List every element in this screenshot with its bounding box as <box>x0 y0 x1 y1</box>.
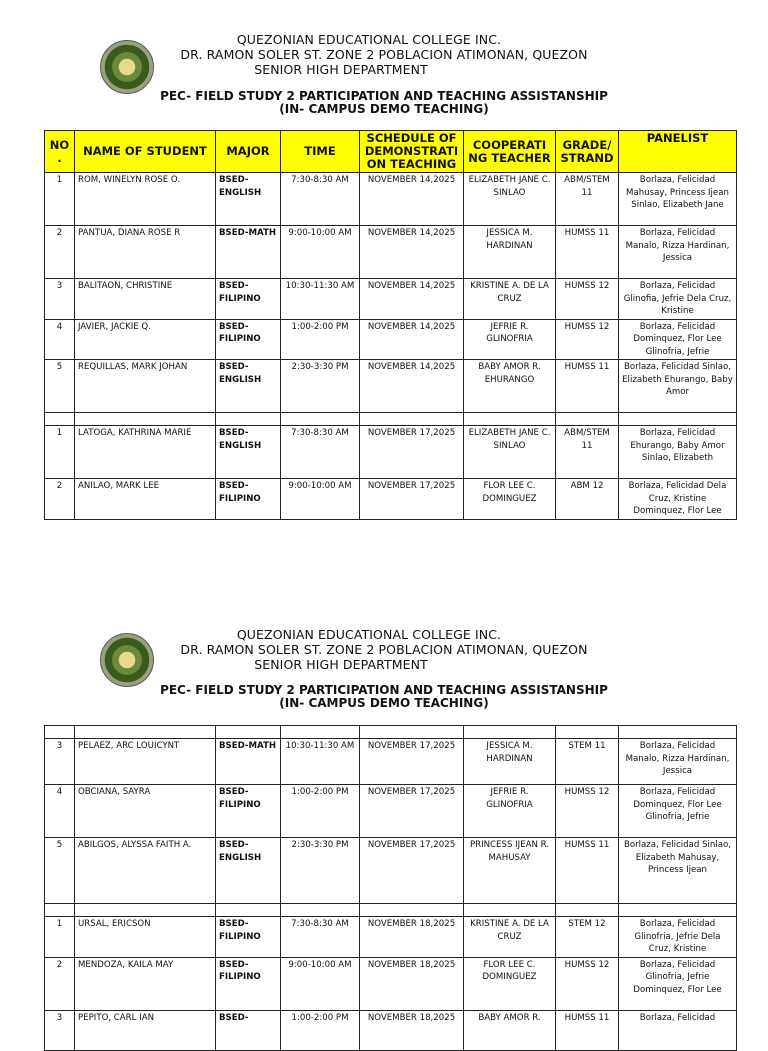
cell-teacher: BABY AMOR R. EHURANGO <box>464 360 556 413</box>
cell-name: ROM, WINELYN ROSE O. <box>75 173 216 226</box>
table-row <box>45 279 737 320</box>
cell-name: BALITAON, CHRISTINE <box>75 279 216 320</box>
school-address: DR. RAMON SOLER ST. ZONE 2 POBLACION ATIMONAN, QUEZON <box>180 642 588 657</box>
cell-teacher: FLOR LEE C. DOMINGUEZ <box>464 957 556 1010</box>
cell-panel: Borlaza, Felicidad <box>619 1010 737 1050</box>
table-row <box>45 173 737 226</box>
empty-cell <box>281 904 360 917</box>
cell-major: BSED-ENGLISH <box>216 360 281 413</box>
cell-no: 2 <box>45 957 75 1010</box>
cell-date: NOVEMBER 17,2025 <box>360 785 464 838</box>
empty-cell <box>360 904 464 917</box>
cell-panel: Borlaza, Felicidad Glinofria, Jefrie Dela Cruz, Kristine <box>619 917 737 958</box>
separator-row <box>45 726 737 739</box>
cell-grade: HUMSS 11 <box>556 226 619 279</box>
cell-grade: HUMSS 12 <box>556 957 619 1010</box>
cell-no: 1 <box>45 173 75 226</box>
cell-name: OBCIANA, SAYRA <box>75 785 216 838</box>
cell-major: BSED-FILIPINO <box>216 319 281 360</box>
cell-date: NOVEMBER 14,2025 <box>360 173 464 226</box>
empty-cell <box>556 726 619 739</box>
empty-cell <box>619 413 737 426</box>
cell-no: 1 <box>45 426 75 479</box>
cell-time: 1:00-2:00 PM <box>281 1010 360 1050</box>
department-name: SENIOR HIGH DEPARTMENT <box>254 657 428 672</box>
table-row <box>45 838 737 904</box>
cell-no: 2 <box>45 479 75 520</box>
cell-time: 10:30-11:30 AM <box>281 739 360 785</box>
cell-name: PANTUA, DIANA ROSE R <box>75 226 216 279</box>
cell-time: 9:00-10:00 AM <box>281 479 360 520</box>
school-name: QUEZONIAN EDUCATIONAL COLLEGE INC. <box>236 627 502 642</box>
cell-major: BSED-FILIPINO <box>216 479 281 520</box>
document-subtitle: (IN- CAMPUS DEMO TEACHING) <box>279 102 489 116</box>
empty-cell <box>75 904 216 917</box>
cell-name: LATOGA, KATHRINA MARIE <box>75 426 216 479</box>
table-row <box>45 917 737 958</box>
empty-cell <box>75 413 216 426</box>
cell-major: BSED-FILIPINO <box>216 279 281 320</box>
department-name: SENIOR HIGH DEPARTMENT <box>254 62 428 77</box>
cell-teacher: PRINCESS IJEAN R. MAHUSAY <box>464 838 556 904</box>
schedule-table-page1 <box>44 130 737 520</box>
cell-no: 4 <box>45 785 75 838</box>
cell-grade: ABM/STEM 11 <box>556 426 619 479</box>
cell-date: NOVEMBER 18,2025 <box>360 1010 464 1050</box>
empty-cell <box>216 904 281 917</box>
cell-teacher: JESSICA M. HARDINAN <box>464 226 556 279</box>
cell-grade: HUMSS 12 <box>556 319 619 360</box>
schedule-table-page2 <box>44 725 737 1051</box>
cell-time: 2:30-3:30 PM <box>281 838 360 904</box>
cell-time: 7:30-8:30 AM <box>281 917 360 958</box>
cell-time: 1:00-2:00 PM <box>281 785 360 838</box>
cell-teacher: ELIZABETH JANE C. SINLAO <box>464 426 556 479</box>
document-subtitle: (IN- CAMPUS DEMO TEACHING) <box>279 696 489 710</box>
cell-grade: HUMSS 11 <box>556 1010 619 1050</box>
cell-name: ABILGOS, ALYSSA FAITH A. <box>75 838 216 904</box>
cell-panel: Borlaza, Felicidad Glinofia, Jefrie Dela Cruz, Kristine <box>619 279 737 320</box>
cell-major: BSED-FILIPINO <box>216 957 281 1010</box>
table-row <box>45 479 737 520</box>
empty-cell <box>360 726 464 739</box>
cell-date: NOVEMBER 14,2025 <box>360 319 464 360</box>
cell-time: 9:00-10:00 AM <box>281 957 360 1010</box>
cell-time: 1:00-2:00 PM <box>281 319 360 360</box>
col-name: NAME OF STUDENT <box>75 131 216 173</box>
empty-cell <box>619 904 737 917</box>
cell-no: 4 <box>45 319 75 360</box>
school-address: DR. RAMON SOLER ST. ZONE 2 POBLACION ATIMONAN, QUEZON <box>180 47 588 62</box>
empty-cell <box>75 726 216 739</box>
col-panelist: PANELIST <box>619 131 737 173</box>
empty-cell <box>45 904 75 917</box>
cell-name: ANILAO, MARK LEE <box>75 479 216 520</box>
cell-name: MENDOZA, KAILA MAY <box>75 957 216 1010</box>
cell-name: PEPITO, CARL IAN <box>75 1010 216 1050</box>
empty-cell <box>281 413 360 426</box>
separator-row <box>45 413 737 426</box>
separator-row <box>45 904 737 917</box>
cell-date: NOVEMBER 18,2025 <box>360 917 464 958</box>
cell-panel: Borlaza, Felicidad Dominquez, Flor Lee Glinofria, Jefrie <box>619 319 737 360</box>
empty-cell <box>556 904 619 917</box>
cell-grade: STEM 11 <box>556 739 619 785</box>
empty-cell <box>216 726 281 739</box>
cell-major: BSED-ENGLISH <box>216 838 281 904</box>
empty-cell <box>216 413 281 426</box>
table-row <box>45 226 737 279</box>
col-no: NO . <box>45 131 75 173</box>
cell-date: NOVEMBER 17,2025 <box>360 838 464 904</box>
cell-time: 7:30-8:30 AM <box>281 426 360 479</box>
cell-major: BSED-FILIPINO <box>216 917 281 958</box>
cell-date: NOVEMBER 14,2025 <box>360 226 464 279</box>
cell-time: 9:00-10:00 AM <box>281 226 360 279</box>
cell-teacher: KRISTINE A. DE LA CRUZ <box>464 917 556 958</box>
cell-name: URSAL, ERICSON <box>75 917 216 958</box>
table-row <box>45 957 737 1010</box>
cell-date: NOVEMBER 14,2025 <box>360 279 464 320</box>
cell-major: BSED-ENGLISH <box>216 173 281 226</box>
cell-date: NOVEMBER 14,2025 <box>360 360 464 413</box>
cell-grade: ABM 12 <box>556 479 619 520</box>
cell-name: JAVIER, JACKIE Q. <box>75 319 216 360</box>
table-row <box>45 319 737 360</box>
cell-major: BSED-ENGLISH <box>216 426 281 479</box>
document-title: PEC- FIELD STUDY 2 PARTICIPATION AND TEACHING ASSISTANSHIP <box>160 89 608 103</box>
school-name: QUEZONIAN EDUCATIONAL COLLEGE INC. <box>236 32 502 47</box>
col-grade: GRADE/ STRAND <box>556 131 619 173</box>
cell-panel: Borlaza, Felicidad Sinlao, Elizabeth Mahusay, Princess Ijean <box>619 838 737 904</box>
table-row <box>45 785 737 838</box>
cell-no: 3 <box>45 739 75 785</box>
empty-cell <box>45 726 75 739</box>
cell-teacher: JEFRIE R. GLINOFRIA <box>464 319 556 360</box>
empty-cell <box>281 726 360 739</box>
cell-panel: Borlaza, Felicidad Ehurango, Baby Amor Sinlao, Elizabeth <box>619 426 737 479</box>
table-row <box>45 426 737 479</box>
cell-major: BSED-FILIPINO <box>216 785 281 838</box>
cell-major: BSED-MATH <box>216 739 281 785</box>
table-header-row <box>45 131 737 173</box>
cell-teacher: BABY AMOR R. <box>464 1010 556 1050</box>
document-title: PEC- FIELD STUDY 2 PARTICIPATION AND TEACHING ASSISTANSHIP <box>160 683 608 697</box>
cell-date: NOVEMBER 18,2025 <box>360 957 464 1010</box>
cell-no: 2 <box>45 226 75 279</box>
empty-cell <box>360 413 464 426</box>
cell-no: 5 <box>45 838 75 904</box>
cell-teacher: JESSICA M. HARDINAN <box>464 739 556 785</box>
cell-panel: Borlaza, Felicidad Mahusay, Princess Ijean Sinlao, Elizabeth Jane <box>619 173 737 226</box>
cell-time: 2:30-3:30 PM <box>281 360 360 413</box>
cell-time: 7:30-8:30 AM <box>281 173 360 226</box>
empty-cell <box>464 726 556 739</box>
cell-grade: HUMSS 11 <box>556 838 619 904</box>
cell-panel: Borlaza, Felicidad Sinlao, Elizabeth Ehurango, Baby Amor <box>619 360 737 413</box>
empty-cell <box>619 726 737 739</box>
table-row <box>45 360 737 413</box>
cell-no: 3 <box>45 279 75 320</box>
empty-cell <box>45 413 75 426</box>
cell-panel: Borlaza, Felicidad Dominquez, Flor Lee Glinofria, Jefrie <box>619 785 737 838</box>
empty-cell <box>464 413 556 426</box>
cell-grade: HUMSS 11 <box>556 360 619 413</box>
cell-grade: HUMSS 12 <box>556 785 619 838</box>
empty-cell <box>464 904 556 917</box>
col-major: MAJOR <box>216 131 281 173</box>
cell-panel: Borlaza, Felicidad Manalo, Rizza Hardinan, Jessica <box>619 226 737 279</box>
empty-cell <box>556 413 619 426</box>
cell-teacher: FLOR LEE C. DOMINGUEZ <box>464 479 556 520</box>
col-schedule: SCHEDULE OF DEMONSTRATI ON TEACHING <box>360 131 464 173</box>
cell-no: 5 <box>45 360 75 413</box>
cell-grade: ABM/STEM 11 <box>556 173 619 226</box>
cell-teacher: KRISTINE A. DE LA CRUZ <box>464 279 556 320</box>
col-time: TIME <box>281 131 360 173</box>
cell-panel: Borlaza, Felicidad Glinofria, Jefrie Dominquez, Flor Lee <box>619 957 737 1010</box>
cell-date: NOVEMBER 17,2025 <box>360 739 464 785</box>
cell-no: 1 <box>45 917 75 958</box>
cell-major: BSED-MATH <box>216 226 281 279</box>
cell-name: REQUILLAS, MARK JOHAN <box>75 360 216 413</box>
cell-date: NOVEMBER 17,2025 <box>360 426 464 479</box>
cell-teacher: JEFRIE R. GLINOFRIA <box>464 785 556 838</box>
cell-panel: Borlaza, Felicidad Manalo, Rizza Hardinan, Jessica <box>619 739 737 785</box>
cell-major: BSED- <box>216 1010 281 1050</box>
table-row <box>45 739 737 785</box>
table-row <box>45 1010 737 1050</box>
cell-grade: HUMSS 12 <box>556 279 619 320</box>
cell-date: NOVEMBER 17,2025 <box>360 479 464 520</box>
cell-time: 10:30-11:30 AM <box>281 279 360 320</box>
cell-teacher: ELIZABETH JANE C. SINLAO <box>464 173 556 226</box>
col-teacher: COOPERATI NG TEACHER <box>464 131 556 173</box>
cell-panel: Borlaza, Felicidad Dela Cruz, Kristine Dominquez, Flor Lee <box>619 479 737 520</box>
cell-name: PELAEZ, ARC LOUICYNT <box>75 739 216 785</box>
cell-grade: STEM 12 <box>556 917 619 958</box>
cell-no: 3 <box>45 1010 75 1050</box>
